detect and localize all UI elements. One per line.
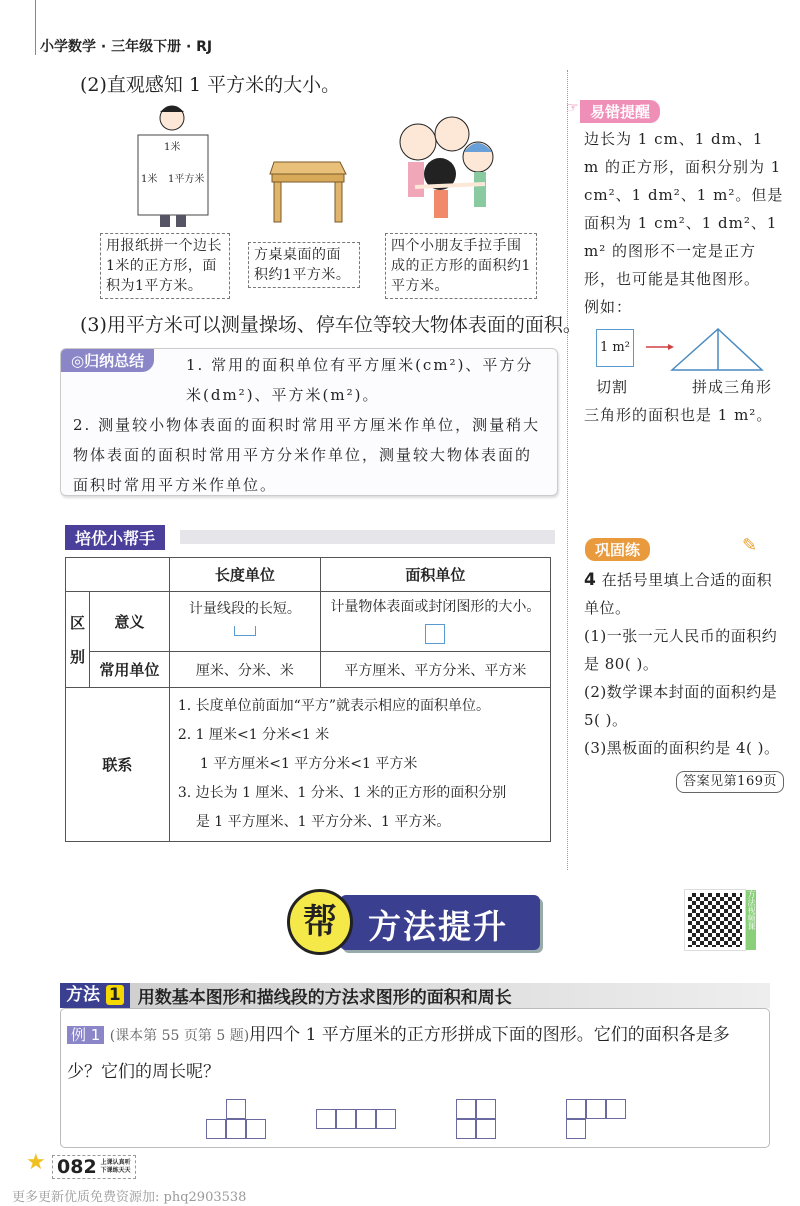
man-holding-paper-illustration <box>130 100 215 230</box>
column-divider <box>567 70 568 870</box>
section-3-title: (3)用平方米可以测量操场、停车位等较大物体表面的面积。 <box>80 314 582 336</box>
method-banner <box>340 895 540 950</box>
question-prompt: 在括号里填上合适的面积单位。 <box>584 571 773 617</box>
caption-newspaper: 用报纸拼一个边长1米的正方形，面积为1平方米。 <box>100 233 230 299</box>
area-units: 平方厘米、平方分米、平方米 <box>320 652 550 688</box>
row-units-label: 常用单位 <box>90 652 170 688</box>
slogan-2: 下课练天天 <box>100 1167 131 1174</box>
cut-labels-row <box>584 373 784 401</box>
relation-3: 3. 边长为 1 厘米、1 分米、1 米的正方形的面积分别 <box>177 785 507 801</box>
star-mascot-icon: ★ <box>26 1150 46 1175</box>
label-top: 1米 <box>164 142 181 153</box>
kids-holding-hands-illustration <box>390 112 500 227</box>
page-number: 082 <box>57 1156 97 1178</box>
answer-reference[interactable]: 答案见第169页 <box>676 771 784 793</box>
summary-label: ◎归纳总结 <box>61 349 154 372</box>
pointing-hand-icon: ☞ <box>566 100 579 116</box>
page-number-box <box>52 1155 136 1179</box>
running-header: 小学数学 · 三年级下册 · RJ <box>40 39 213 55</box>
square-1m2: 1 m² <box>596 329 634 367</box>
method1-bar <box>60 983 770 1008</box>
example-box <box>60 1008 770 1148</box>
diff-label: 区别 <box>66 592 90 688</box>
unit-comparison-table <box>65 557 551 842</box>
question-item-1: (1)一张一元人民币的面积约是 80( )。 <box>584 627 778 673</box>
header-length: 长度单位 <box>169 558 320 592</box>
helper-bar <box>180 530 555 544</box>
make-triangle-label: 拼成三角形 <box>691 378 772 396</box>
relation-3b: 是 1 平方厘米、1 平方分米、1 平方米。 <box>195 814 451 830</box>
question-item-2: (2)数学课本封面的面积约是 5( )。 <box>584 683 778 729</box>
example-ref: (课本第 55 页第 5 题) <box>109 1028 250 1044</box>
method1-number: 1 <box>106 985 124 1005</box>
summary-box <box>60 348 558 496</box>
watermark: 更多更新优质免费资源加: phq2903538 <box>12 1190 247 1205</box>
label-side: 1米 <box>141 174 158 185</box>
length-meaning: 计量线段的长短。 <box>188 601 301 617</box>
question-number: 4 <box>584 570 597 590</box>
cut-diagram-row <box>584 325 784 373</box>
relation-1: 1. 长度单位前面加“平方”就表示相应的面积单位。 <box>177 698 490 714</box>
segment-icon <box>234 626 256 636</box>
relation-2b: 1 平方厘米<1 平方分米<1 平方米 <box>199 756 418 772</box>
qr-label: 方法视频课 <box>746 890 756 950</box>
example-text: 用四个 1 平方厘米的正方形拼成下面的图形。它们的面积各是多少？它们的周长呢？ <box>67 1025 730 1082</box>
relation-2: 2. 1 厘米<1 分米<1 米 <box>177 727 330 743</box>
method1-title: 用数基本图形和描线段的方法求图形的面积和周长 <box>137 988 512 1008</box>
caption-table: 方桌桌面的面积约1平方米。 <box>248 242 360 288</box>
practice-section <box>584 566 784 794</box>
relation-label: 联系 <box>66 688 170 842</box>
example-tag: 例 1 <box>67 1026 104 1044</box>
section-2-title: (2)直观感知 1 平方米的大小。 <box>80 74 341 96</box>
page-corner <box>0 0 36 55</box>
row-meaning-label: 意义 <box>90 592 170 652</box>
square-icon <box>425 624 445 644</box>
label-center: 1平方米 <box>168 174 205 185</box>
slogan-1: 上课认真听 <box>100 1159 131 1166</box>
method-banner-title: 方法提升 <box>368 907 508 946</box>
summary-item-1: 1. 常用的面积单位有平方厘米(cm²)、平方分米(dm²)、平方米(m²)。 <box>186 356 534 404</box>
mistake-section <box>584 125 784 429</box>
mistake-example: 例如： <box>584 298 633 316</box>
header-area: 面积单位 <box>320 558 550 592</box>
pencil-icon: ✎ <box>742 535 758 556</box>
method1-tag: 方法 <box>66 985 100 1005</box>
cut-label: 切割 <box>596 378 629 396</box>
area-meaning: 计量物体表面或封闭图形的大小。 <box>330 599 541 615</box>
caption-kids: 四个小朋友手拉手围成的正方形的面积约1平方米。 <box>385 233 537 299</box>
table-illustration <box>268 160 348 225</box>
qr-code[interactable] <box>685 890 745 950</box>
length-units: 厘米、分米、米 <box>169 652 320 688</box>
helper-label: 培优小帮手 <box>65 525 165 550</box>
cut-diagram <box>640 325 770 373</box>
mistake-conclusion: 三角形的面积也是 1 m²。 <box>584 406 773 424</box>
practice-label: 巩固练 <box>585 538 650 561</box>
mistake-text: 边长为 1 cm、1 dm、1 m 的正方形，面积分别为 1 cm²、1 dm²、1 m²。但是面积为 1 cm²、1 dm²、1 m² 的图形不一定是正方形，也可能是其他图形。 <box>584 130 784 288</box>
mistake-label: 易错提醒 <box>580 100 660 123</box>
method-badge: 帮 <box>287 889 353 955</box>
question-item-3: (3)黑板面的面积约是 4( )。 <box>584 739 780 757</box>
summary-item-2: 2. 测量较小物体表面的面积时常用平方厘米作单位，测量稍大物体表面的面积时常用平方分米作单位，测量较大物体表面的面积时常用平方米作单位。 <box>73 416 541 494</box>
